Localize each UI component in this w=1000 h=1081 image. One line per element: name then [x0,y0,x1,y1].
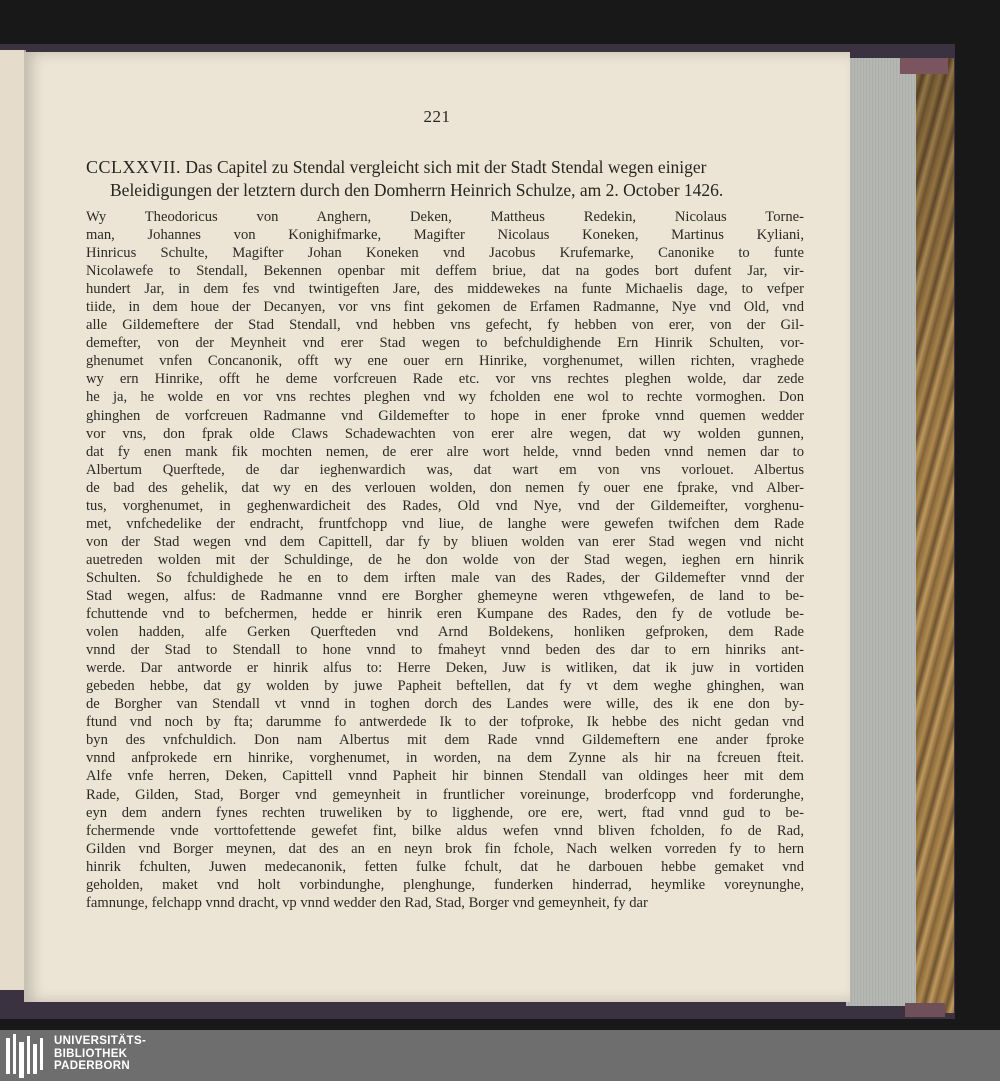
body-line: Rade, Gilden, Stad, Borger vnd gemeynheit in fruntlicher voreinunge, broderfcopp vnd forderunghe, [86,786,804,803]
body-text [86,208,804,912]
book-page [24,52,850,1002]
body-line: werde. Dar antworde er hinrik alfus to: Herre Deken, Juw is witliken, dat ik juw in vortiden [86,660,804,677]
body-line: byn des vnfchuldich. Don nam Albertus mit dem Rade vnnd Gildemeftern ene ander fproke [86,732,804,749]
body-line: alle Gildemeftere der Stad Stendall, vnd hebben vns gefecht, fy hebben von erer, von der Gil- [86,317,804,334]
body-line: Alfe vnfe herren, Deken, Capittell vnnd Papheit hir binnen Stendall van oldinges heer mit dem [86,768,804,785]
body-line: he ja, he wolde en vor vns rechtes pleghen vnd wy fcholden ene wol to rechte vormoghen. Don [86,389,804,406]
body-line: tus, vorghenumet, in geghenwardicheit des Rades, Old vnd Nye, vnd der Gildemeifter, vorghenu- [86,497,804,514]
heading-line-2: Beleidigungen der letztern durch den Domherrn Heinrich Schulze, am 2. October 1426. [110,180,724,200]
body-line: vor vns, don fprak olde Claws Schadewachten von erer alre wegen, dat wy wolden gunnen, [86,425,804,442]
body-line: Hinricus Schulte, Magifter Johan Koneken vnd Jacobus Krufemarke, Canonike to funte [86,245,804,262]
body-line: ghenumet vnfen Concanonik, offt wy ene ouer ern Hinrike, vorghenumet, willen richten, vraghede [86,353,804,370]
body-line: Albertum Querftede, de dar ieghenwardich was, dat wart em von vns vorlouet. Albertus [86,461,804,478]
body-line: hundert Jar, in dem fes vnd twintigeften Jare, des middewekes na funte Michaelis dage, to vefper [86,281,804,298]
left-page-edge [0,50,26,990]
body-line: fchuttende vnd to befchermen, hedde er hinrik eren Kumpane des Rades, den fy de votlude be- [86,606,804,623]
page-fore-edge [846,58,916,1006]
body-line: gebeden hebbe, dat gy wolden by juwe Papheit beftellen, dat fy vt dem weghe ghinghen, wan [86,678,804,695]
body-line: Schulten. So fchuldighede he en to dem irften male van des Rades, der Gildemefter vnnd der [86,569,804,586]
body-line: de bad des gehelik, dat wy en des verlouen wolden, don nemen fy ouer ene fprake, vnd Alber- [86,479,804,496]
body-line: vnnd der Stad to Stendall to hone vnnd to fmaheyt vnnd beden des dar to ern hinriks ant- [86,642,804,659]
body-line: vnnd anfprokede ern hinrike, vorghenumet, in worden, na dem Zynne als hir na fcreuen fteit. [86,750,804,767]
page-number: 221 [423,107,451,126]
body-line: dat fy enen mank fik mochten nemen, de erer alre wort helde, vnnd beden vnnd nemen dar to [86,443,804,460]
body-line: Nicolawefe to Stendall, Bekennen openbar mit deffem briue, dat na godes bort dufent Jar, vir- [86,263,804,280]
cover-corner-bottom [905,1003,945,1017]
body-line: auetreden wolden mit der Schuldinge, de he don wolde von der Stad wegen, ieghen ern hinrik [86,551,804,568]
body-line: demefter, von der Meynheit vnd erer Stad wegen to befchuldighende Ern Hinrik Schulten, vor- [86,335,804,352]
heading-numeral: CCLXXVII. [86,157,181,177]
body-line: met, vnfchedelike der endracht, fruntfchopp vnd liue, de langhe were gewefen twifchen dem Rade [86,515,804,532]
body-line: ftund vnd noch by fta; darumme fo antwerdede Ik to der tofproke, Ik hebbe des nicht gedan vnd [86,714,804,731]
library-barcode-logo-icon [6,1034,46,1078]
body-line: de Borgher van Stendall vt vnnd in toghen dorch des Landes were wille, des ik ene don by- [86,696,804,713]
body-line: man, Johannes von Konighifmarke, Magifter Nicolaus Koneken, Martinus Kyliani, [86,227,804,244]
library-name-line-1: UNIVERSITÄTS- [54,1035,147,1047]
library-name [54,1035,146,1073]
body-line: Stad wegen, alfus: de Radmanne vnnd ere Borgher ghemeyne weren vthgewefen, de land to be- [86,587,804,604]
library-footer-bar [0,1030,1000,1081]
body-line: hinrik fchulten, Juwen medecanonik, fetten fulke fchult, dat he darbouen hebbe gemaket vnd [86,858,804,875]
library-name-line-2: BIBLIOTHEK [54,1047,128,1060]
body-line: von der Stad wegen vnd dem Capittell, dar fy by bliuen wolden van erer Stad wegen vnd nicht [86,533,804,550]
body-line: ghinghen de vorfcreuen Radmanne vnd Gildemefter to hope in ener fproke vnnd quemen wedder [86,407,804,424]
marbled-endpaper [916,58,954,1013]
body-line: Wy Theodoricus von Anghern, Deken, Mattheus Redekin, Nicolaus Torne- [86,209,804,225]
body-line: geholden, maket vnd holt vorbindunghe, plenghunge, funderken hinderrad, heymlike voreynunghe, [86,876,804,893]
cover-corner-top [900,58,948,74]
body-line: fchermende vnde vorttofettende gewefet fint, bilke aldus wefen vnnd bliven fcholden, fo de Rad, [86,822,804,839]
body-line: eyn dem andern fynes rechten truweliken by to ligghende, ore ere, wert, ftad vnnd gud to be- [86,804,804,821]
body-line: volen hadden, alfe Gerken Querfteden vnd Arnd Boldekens, honliken gefproken, dem Rade [86,624,804,641]
library-name-line-3: PADERBORN [54,1060,130,1072]
body-line: Gilden vnd Borger meynen, dat des an en neyn brok fin fchole, Nach welken vorreden fy to hern [86,840,804,857]
body-line: famnunge, felchapp vnnd dracht, vp vnnd wedder den Rad, Stad, Borger vnd gemeynheit, fy dar [86,894,648,911]
body-line: tiide, in dem houe der Decanyen, vor vns fint gekomen de Erfamen Radmanne, Nye vnd Old, vnd [86,299,804,316]
body-line: wy ern Hinrike, offt he deme vorfcreuen Rade etc. vor vns rechtes pleghen wolde, dar zede [86,371,804,388]
heading-line-1: Das Capitel zu Stendal vergleicht sich mit der Stadt Stendal wegen einiger [185,157,707,177]
document-heading [86,156,786,202]
